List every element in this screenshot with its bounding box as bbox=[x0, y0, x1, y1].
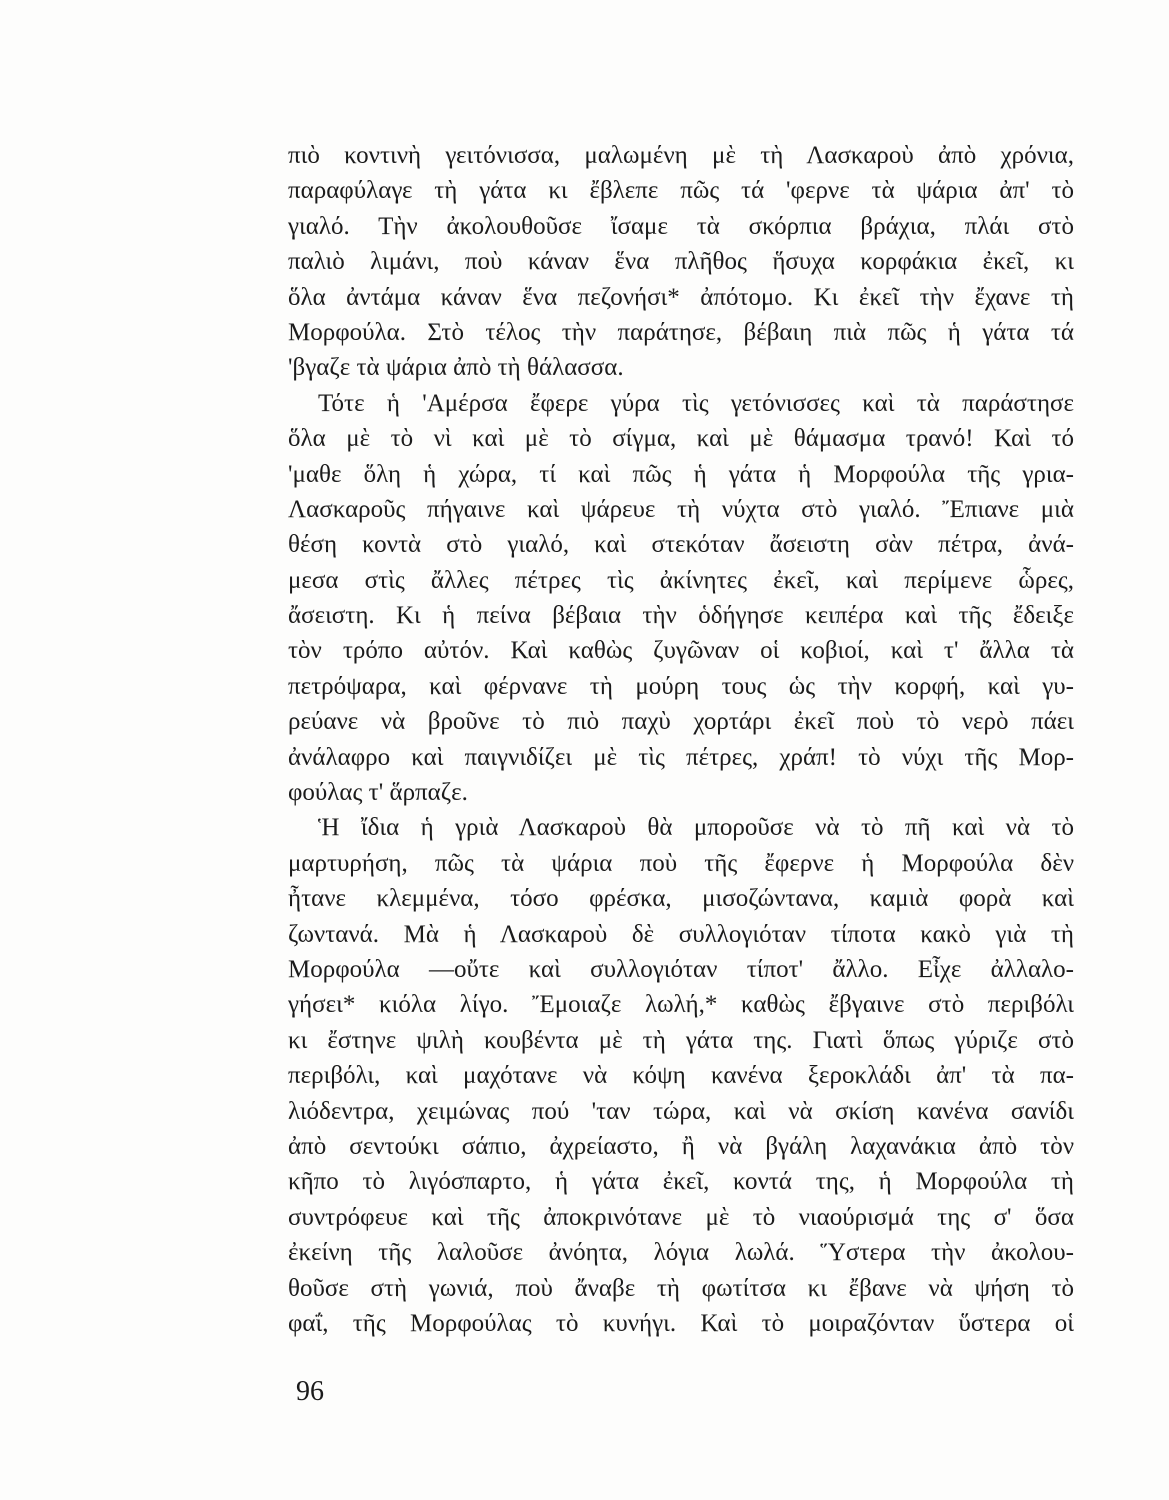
text-line: 'μαθε ὅλη ἡ χώρα, τί καὶ πῶς ἡ γάτα ἡ Μορφούλα τῆς γρια- bbox=[288, 460, 1074, 488]
text-line: 'βγαζε τὰ ψάρια ἀπὸ τὴ θάλασσα. bbox=[288, 354, 624, 382]
text-line: θοῦσε στὴ γωνιά, ποὺ ἄναβε τὴ φωτίτσα κι ἔβανε νὰ ψήση τὸ bbox=[288, 1274, 1074, 1302]
page-number: 96 bbox=[296, 1376, 324, 1407]
text-line: γήσει* κιόλα λίγο. Ἔμοιαζε λωλή,* καθὼς ἔβγαινε στὸ περιβόλι bbox=[288, 991, 1074, 1019]
text-line: ἄσειστη. Κι ἡ πείνα βέβαια τὴν ὁδήγησε κειπέρα καὶ τῆς ἔδειξε bbox=[288, 602, 1074, 630]
text-line: περιβόλι, καὶ μαχότανε νὰ κόψη κανένα ξεροκλάδι ἀπ' τὰ πα- bbox=[288, 1062, 1074, 1090]
text-line: Ἡ ἴδια ἡ γριὰ Λασκαροὺ θὰ μποροῦσε νὰ τὸ πῆ καὶ νὰ τὸ bbox=[318, 814, 1074, 842]
text-line: Μορφούλα. Στὸ τέλος τὴν παράτησε, βέβαιη πιὰ πῶς ἡ γάτα τά bbox=[288, 318, 1074, 346]
text-line: πιὸ κοντινὴ γειτόνισσα, μαλωμένη μὲ τὴ Λασκαροὺ ἀπὸ χρόνια, bbox=[288, 142, 1074, 169]
text-line: κι ἔστηνε ψιλὴ κουβέντα μὲ τὴ γάτα της. Γιατὶ ὅπως γύριζε στὸ bbox=[288, 1026, 1074, 1054]
text-line: ἀπὸ σεντούκι σάπιο, ἀχρείαστο, ἢ νὰ βγάλη λαχανάκια ἀπὸ τὸν bbox=[288, 1132, 1074, 1160]
text-line: θέση κοντὰ στὸ γιαλό, καὶ στεκόταν ἄσειστη σὰν πέτρα, ἀνά- bbox=[288, 531, 1074, 559]
page-body-text bbox=[288, 138, 1074, 1341]
text-line: ὅλα ἀντάμα κάναν ἕνα πεζονήσι* ἀπότομο. Κι ἐκεῖ τὴν ἔχανε τὴ bbox=[288, 283, 1074, 311]
text-line: Λασκαροῦς πήγαινε καὶ ψάρευε τὴ νύχτα στὸ γιαλό. Ἔπιανε μιὰ bbox=[288, 495, 1074, 523]
text-line: Μορφούλα —οὔτε καὶ συλλογιόταν τίποτ' ἄλλο. Εἶχε ἀλλαλο- bbox=[288, 955, 1074, 983]
text-line: ἦτανε κλεμμένα, τόσο φρέσκα, μισοζώντανα, καμιὰ φορὰ καὶ bbox=[288, 885, 1074, 913]
text-line: μαρτυρήση, πῶς τὰ ψάρια ποὺ τῆς ἔφερνε ἡ Μορφούλα δὲν bbox=[288, 849, 1074, 877]
text-line: ὅλα μὲ τὸ νὶ καὶ μὲ τὸ σίγμα, καὶ μὲ θάμασμα τρανό! Καὶ τό bbox=[288, 425, 1074, 453]
text-line: κῆπο τὸ λιγόσπαρτο, ἡ γάτα ἐκεῖ, κοντά της, ἡ Μορφούλα τὴ bbox=[288, 1168, 1074, 1196]
text-line: πετρόψαρα, καὶ φέρνανε τὴ μούρη τους ὡς τὴν κορφή, καὶ γυ- bbox=[288, 672, 1074, 700]
text-line: φαΐ, τῆς Μορφούλας τὸ κυνήγι. Καὶ τὸ μοιραζόνταν ὕστερα οἱ bbox=[288, 1309, 1074, 1337]
text-line: παραφύλαγε τὴ γάτα κι ἔβλεπε πῶς τά 'φερνε τὰ ψάρια ἀπ' τὸ bbox=[288, 177, 1074, 205]
text-line: ζωντανά. Μὰ ἡ Λασκαροὺ δὲ συλλογιόταν τίποτα κακὸ γιὰ τὴ bbox=[288, 920, 1074, 948]
text-line: Τότε ἡ 'Αμέρσα ἔφερε γύρα τὶς γετόνισσες καὶ τὰ παράστησε bbox=[318, 389, 1074, 417]
text-line: λιόδεντρα, χειμώνας πού 'ταν τώρα, καὶ νὰ σκίση κανένα σανίδι bbox=[288, 1097, 1074, 1125]
text-line: γιαλό. Τὴν ἀκολουθοῦσε ἴσαμε τὰ σκόρπια βράχια, πλάι στὸ bbox=[288, 212, 1074, 240]
text-line: συντρόφευε καὶ τῆς ἀποκρινότανε μὲ τὸ νιαούρισμά της σ' ὅσα bbox=[288, 1203, 1074, 1231]
text-line: μεσα στὶς ἄλλες πέτρες τὶς ἀκίνητες ἐκεῖ, καὶ περίμενε ὧρες, bbox=[288, 566, 1074, 594]
text-line: ρεύανε νὰ βροῦνε τὸ πιὸ παχὺ χορτάρι ἐκεῖ ποὺ τὸ νερὸ πάει bbox=[288, 708, 1074, 736]
text-line: τὸν τρόπο αὐτόν. Καὶ καθὼς ζυγῶναν οἱ κοβιοί, καὶ τ' ἄλλα τὰ bbox=[288, 637, 1074, 665]
text-line: ἐκείνη τῆς λαλοῦσε ἀνόητα, λόγια λωλά. Ὕστερα τὴν ἀκολου- bbox=[288, 1239, 1074, 1267]
text-line: φούλας τ' ἅρπαζε. bbox=[288, 779, 468, 807]
text-line: παλιὸ λιμάνι, ποὺ κάναν ἕνα πλῆθος ἥσυχα κορφάκια ἐκεῖ, κι bbox=[288, 248, 1074, 276]
text-line: ἀνάλαφρο καὶ παιγνιδίζει μὲ τὶς πέτρες, χράπ! τὸ νύχι τῆς Μορ- bbox=[288, 743, 1074, 771]
